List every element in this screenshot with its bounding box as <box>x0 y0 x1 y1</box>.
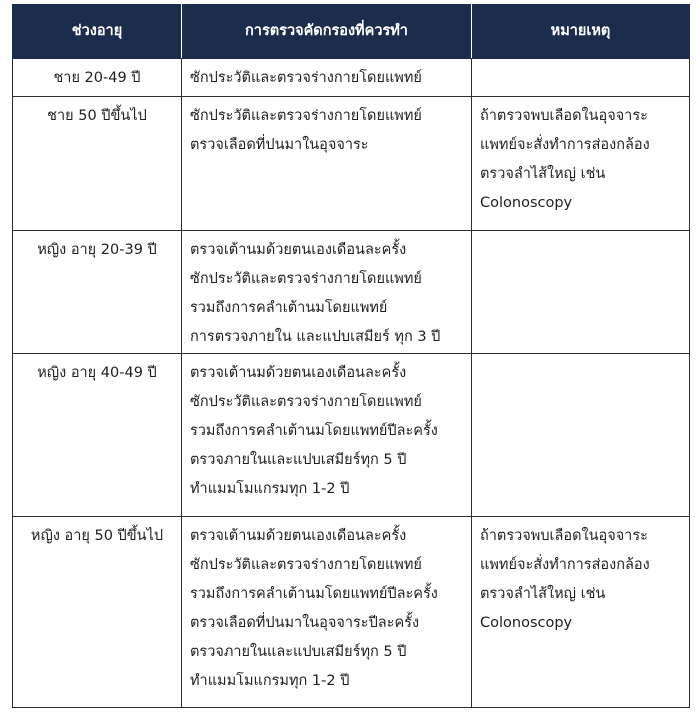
test-line: ตรวจภายในและแปบเสมียร์ทุก 5 ปี <box>190 644 407 660</box>
test-line: ตรวจเต้านมด้วยตนเองเดือนละครั้ง <box>190 528 407 544</box>
test-line: ซักประวัติและตรวจร่างกายโดยแพทย์ <box>190 394 422 410</box>
age-text: หญิง อายุ 20-39 ปี <box>37 242 157 258</box>
test-line: ซักประวัติและตรวจร่างกายโดยแพทย์ <box>190 557 422 573</box>
test-line: ทำแมมโมแกรมทุก 1-2 ปี <box>190 673 350 689</box>
age-cell <box>13 59 182 97</box>
tests-cell <box>182 59 472 97</box>
note-cell <box>472 97 690 231</box>
note-cell <box>472 231 690 354</box>
header-age: ช่วงอายุ <box>13 4 182 59</box>
age-text: ชาย 20-49 ปี <box>53 70 141 86</box>
table-row <box>13 59 690 97</box>
test-line: รวมถึงการคลำเต้านมโดยแพทย์ปีละครั้ง <box>190 423 438 439</box>
tests-cell <box>182 354 472 517</box>
test-line: ตรวจเต้านมด้วยตนเองเดือนละครั้ง <box>190 242 407 258</box>
tests-cell <box>182 231 472 354</box>
table-body <box>13 59 690 708</box>
age-cell <box>13 354 182 517</box>
table-row <box>13 231 690 354</box>
note-line: ตรวจลำไส้ใหญ่ เช่น <box>480 166 606 182</box>
age-cell <box>13 517 182 708</box>
age-cell <box>13 97 182 231</box>
test-line: รวมถึงการคลำเต้านมโดยแพทย์ปีละครั้ง <box>190 586 438 602</box>
note-line: แพทย์จะสั่งทำการส่องกล้อง <box>480 557 650 573</box>
note-line: Colonoscopy <box>480 195 573 211</box>
age-text: หญิง อายุ 40-49 ปี <box>37 365 157 381</box>
note-cell <box>472 517 690 708</box>
header-note: หมายเหตุ <box>472 4 690 59</box>
note-cell <box>472 59 690 97</box>
header-tests: การตรวจคัดกรองที่ควรทำ <box>182 4 472 59</box>
test-line: ตรวจภายในและแปบเสมียร์ทุก 5 ปี <box>190 452 407 468</box>
test-line: การตรวจภายใน และแปบเสมียร์ ทุก 3 ปี <box>190 329 441 345</box>
note-line: แพทย์จะสั่งทำการส่องกล้อง <box>480 137 650 153</box>
age-cell <box>13 231 182 354</box>
note-line: ตรวจลำไส้ใหญ่ เช่น <box>480 586 606 602</box>
note-line: ถ้าตรวจพบเลือดในอุจจาระ <box>480 528 648 544</box>
table-row <box>13 354 690 517</box>
test-line: รวมถึงการคลำเต้านมโดยแพทย์ <box>190 300 388 316</box>
note-line: Colonoscopy <box>480 615 573 631</box>
note-line: ถ้าตรวจพบเลือดในอุจจาระ <box>480 108 648 124</box>
test-line: ซักประวัติและตรวจร่างกายโดยแพทย์ <box>190 271 422 287</box>
test-line: ตรวจเลือดที่ปนมาในอุจจาระ <box>190 137 369 153</box>
note-cell <box>472 354 690 517</box>
test-line: ตรวจเต้านมด้วยตนเองเดือนละครั้ง <box>190 365 407 381</box>
table-header <box>13 4 690 59</box>
age-text: หญิง อายุ 50 ปีขึ้นไป <box>30 528 164 544</box>
age-text: ชาย 50 ปีขึ้นไป <box>47 108 147 124</box>
tests-cell <box>182 517 472 708</box>
header-row <box>13 4 690 59</box>
test-line: ทำแมมโมแกรมทุก 1-2 ปี <box>190 481 350 497</box>
screening-table <box>12 4 690 708</box>
test-line: ตรวจเลือดที่ปนมาในอุจจาระปีละครั้ง <box>190 615 420 631</box>
test-line: ซักประวัติและตรวจร่างกายโดยแพทย์ <box>190 70 422 86</box>
test-line: ซักประวัติและตรวจร่างกายโดยแพทย์ <box>190 108 422 124</box>
tests-cell <box>182 97 472 231</box>
table-row <box>13 97 690 231</box>
table-row <box>13 517 690 708</box>
